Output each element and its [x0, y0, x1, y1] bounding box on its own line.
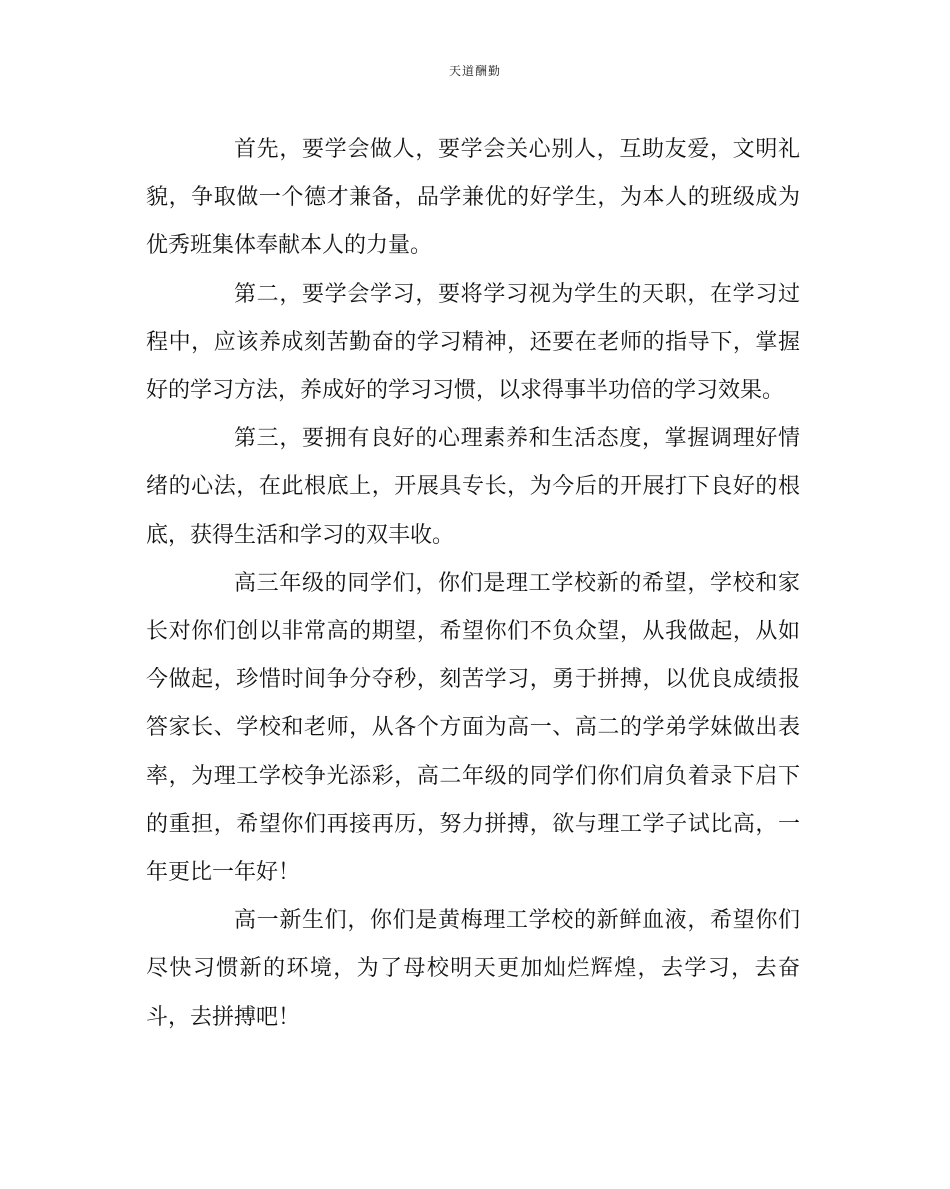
paragraph-senior-students: 高三年级的同学们，你们是理工学校新的希望，学校和家长对你们创以非常高的期望，希望你们不负众望，从我做起，从如今做起，珍惜时间争分夺秒，刻苦学习，勇于拼搏，以优良成绩报答家长、学校和老师，从各个方面为高一、高二的学弟学妹做出表率，为理工学校争光添彩，高二年级的同学们你们肩负着录下启下的重担，希望你们再接再历，努力拼搏，欲与理工学子试比高，一年更比一年好！: [146, 570, 800, 886]
paragraph-freshmen: 高一新生们，你们是黄梅理工学校的新鲜血液，希望你们尽快习惯新的环境，为了母校明天更加灿烂辉煌，去学习，去奋斗，去拼搏吧！: [146, 908, 800, 1030]
paragraph-third: 第三，要拥有良好的心理素养和生活态度，掌握调理好情绪的心法，在此根底上，开展具专长，为今后的开展打下良好的根底，获得生活和学习的双丰收。: [146, 426, 800, 548]
page-header: 天道酬勤: [448, 64, 501, 78]
paragraph-first: 首先，要学会做人，要学会关心别人，互助友爱，文明礼貌，争取做一个德才兼备，品学兼优的好学生，为本人的班级成为优秀班集体奉献本人的力量。: [146, 137, 800, 259]
document-body: [146, 126, 800, 1042]
paragraph-second: 第二，要学会学习，要将学习视为学生的天职，在学习过程中，应该养成刻苦勤奋的学习精神，还要在老师的指导下，掌握好的学习方法，养成好的学习习惯，以求得事半功倍的学习效果。: [146, 281, 800, 404]
